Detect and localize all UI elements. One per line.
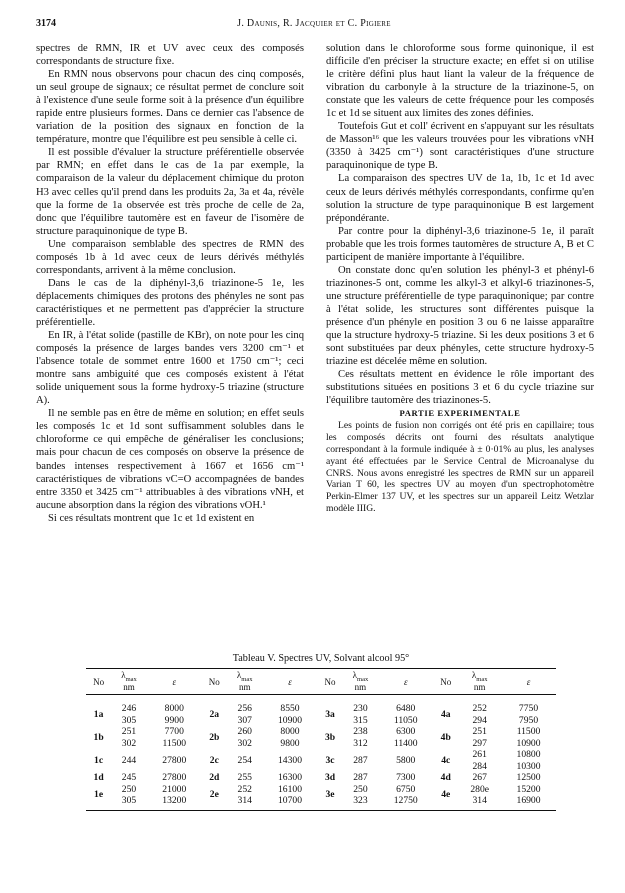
lambda-value: 230 [353, 703, 368, 714]
compound-id: 3b [324, 731, 336, 743]
lambda-value: 323 [353, 795, 368, 806]
epsilon-value: 5800 [396, 754, 416, 766]
epsilon-value: 8000 [280, 726, 300, 737]
compound-id: 1b [93, 731, 104, 743]
paragraph: En IR, à l'état solide (pastille de KBr), on note pour les cinq composés la présence de larges bandes vers 3200 cm⁻¹ et l'absence totale de sommet entre 1600 et 1750 cm⁻¹; ceci montre sans ambiguité que ces composés existent à l'état solide uniquement sous la forme hydroxy-5 triazine (structure A). [36, 330, 304, 407]
lambda-value: 252 [237, 783, 252, 795]
header-epsilon: ε [147, 669, 202, 695]
epsilon-value: 11400 [393, 737, 418, 749]
lambda-value: 314 [237, 795, 252, 806]
compound-id: 2a [209, 708, 220, 720]
epsilon-value: 10900 [278, 714, 302, 726]
lambda-value: 250 [121, 783, 137, 795]
lambda-value: 251 [472, 726, 487, 737]
table-header-row [86, 669, 556, 695]
paragraph: Si ces résultats montrent que 1c et 1d existent en [48, 512, 255, 524]
header-epsilon: ε [378, 669, 433, 695]
epsilon-value: 13200 [162, 795, 187, 806]
lambda-value: 250 [353, 783, 368, 795]
epsilon-value: 8550 [280, 703, 300, 714]
header-lambda: $\lambda_{max}$ nm [458, 669, 501, 695]
compound-id: 4b [440, 731, 451, 743]
lambda-value: 251 [121, 726, 137, 737]
compound-id: 1d [93, 772, 104, 783]
epsilon-value: 27800 [162, 754, 187, 766]
epsilon-value: 11500 [162, 737, 187, 749]
paragraph: En RMN nous observons pour chacun des cinq composés, un seul groupe de signaux; ce résultat permet de conclure soit à l'existence d'une seule forme soit à la présence d'un équilibre rapide entre plusieurs formes. Dans ce dernier cas l'absence de variation de la position des signaux en fonction de la température, montre que l'équilibre est peu sensible à celle ci. [36, 69, 304, 146]
epsilon-value: 9900 [164, 714, 184, 726]
header-lambda: $\lambda_{max}$ nm [227, 669, 263, 695]
lambda-value: 302 [121, 737, 137, 749]
epsilon-value: 7300 [396, 772, 416, 783]
lambda-value: 312 [353, 737, 368, 749]
compound-id: 3e [325, 789, 335, 801]
table-bottom-rule [86, 807, 556, 811]
lambda-value: 287 [353, 772, 368, 783]
epsilon-value: 7750 [518, 703, 539, 714]
epsilon-value: 14300 [278, 754, 302, 766]
lambda-value: 252 [472, 703, 487, 714]
epsilon-value: 16900 [516, 795, 541, 806]
compound-id: 2b [209, 731, 220, 743]
header-no: No [86, 669, 111, 695]
table-row [86, 772, 556, 784]
epsilon-value: 7700 [164, 726, 184, 737]
compound-id: 2c [209, 754, 219, 766]
table-row [86, 784, 556, 796]
lambda-value: 246 [121, 703, 137, 714]
compound-id: 3c [325, 754, 335, 766]
compound-id: 1e [94, 789, 104, 801]
epsilon-value: 15200 [516, 783, 541, 795]
lambda-value: 294 [472, 714, 487, 726]
compound-id: 2d [209, 772, 220, 783]
page-header [36, 18, 592, 32]
compound-id: 3d [324, 772, 336, 783]
header-epsilon: ε [263, 669, 318, 695]
lambda-value: 238 [353, 726, 368, 737]
paragraph: Toutefois Gut et coll' écrivent en s'appuyant sur les résultats de Masson¹⁶ que les valeurs trouvées pour les vibrations νNH (3350 à 3425 cm⁻¹) sont caractéristiques d'une structure paraquinonique de type B. [326, 121, 594, 172]
page-number: 3174 [36, 18, 56, 29]
header-no: No [202, 669, 227, 695]
paragraph: spectres de RMN, IR et UV avec ceux des composés correspondants de structure fixe. [36, 43, 304, 68]
epsilon-value: 16100 [278, 783, 302, 795]
table-caption: Tableau V. Spectres UV, Solvant alcool 95° [232, 653, 410, 664]
paragraph: On constate donc qu'en solution les phényl-3 et phényl-6 triazinones-5 ont, comme les alkyl-3 et alkyl-6 triazinones-5, une structure préférentielle de type paraquinonique; par contre à l'état solide, les structures sont différentes puisque la présence d'un phényle en position 3 ou 6 ne laisse apparaître que la structure hydroxy-5 triazine. Si les deux positions 3 et 6 sont substituées par deux phényles, cette structure hydroxy-5 triazine est décelée même en solution. [326, 264, 594, 368]
experimental-paragraph: Les points de fusion non corrigés ont été pris en capillaire; tous les composés décrits ont fourni des résultats analytique correspondant à la formule indiquée à ± 0·01% au plus, les analyses ayant été effectuées par le Service Central de Microanalyse du CNRS. Nous avons enregistré les spectres de RMN sur un appareil Varian T 60, les spectres UV au moyen d'un spectrophotomètre Perkin-Elmer 137 UV, et les spectres sur un appareil Leitz Wetzlar modèle IIIG. [326, 420, 594, 514]
paragraph: Par contre pour la diphényl-3,6 triazinone-5 1e, il paraît probable que les trois formes tautomères de structure A, B et C participent de manière importante à l'équilibre. [326, 225, 594, 263]
lambda-value: 261 [472, 749, 487, 760]
epsilon-value: 8000 [164, 703, 184, 714]
epsilon-value: 6300 [396, 726, 416, 737]
lambda-value: 260 [237, 726, 252, 737]
lambda-value: 284 [472, 760, 487, 772]
paragraph: Il ne semble pas en être de même en solution; en effet seuls les composés 1c et 1d sont suffisamment solubles dans le chloroforme ce qui empêche de généraliser les conclusions; mais pour chacun de ces composés on observe la présence de bandes intenses respectivement à 1667 et 1656 cm⁻¹ caractéristiques de vibrations νC=O accompagnées de bandes entre 3350 et 3425 cm⁻¹ attribuables à des vibrations νNH, et aucune absorption dans la région des vibrations νOH.¹ [36, 408, 304, 511]
lambda-value: 305 [121, 714, 137, 726]
paragraph: Une comparaison semblable des spectres de RMN des composés 1b à 1d avec ceux de leurs dérivés méthylés correspondants, arrivent à la même conclusion. [36, 238, 304, 276]
lambda-value: 302 [237, 737, 252, 749]
epsilon-value: 10300 [516, 760, 541, 772]
compound-id: 2e [209, 789, 219, 801]
header-epsilon: ε [501, 669, 556, 695]
lambda-value: 244 [121, 754, 137, 766]
table-body [86, 695, 556, 811]
lambda-value: 254 [237, 754, 252, 766]
header-no: No [433, 669, 458, 695]
epsilon-value: 6750 [396, 783, 416, 795]
uv-spectra-table [86, 653, 556, 811]
header-lambda: $\lambda_{max}$ nm [111, 669, 147, 695]
epsilon-value: 11050 [393, 714, 418, 726]
data-table [86, 668, 556, 811]
lambda-value: 280e [470, 783, 489, 795]
lambda-value: 245 [121, 772, 137, 783]
table-row [86, 749, 556, 761]
epsilon-value: 27800 [162, 772, 187, 783]
epsilon-value: 12750 [393, 795, 418, 806]
epsilon-value: 10700 [278, 795, 302, 806]
compound-id: 4e [441, 789, 451, 801]
epsilon-value: 7950 [518, 714, 539, 726]
paragraph: La comparaison des spectres UV de 1a, 1b, 1c et 1d avec ceux de leurs dérivés méthylés correspondants, confirme qu'en solution la structure de type paraquinonique B est largement prépondérante. [326, 173, 594, 224]
paragraph: solution dans le chloroforme sous forme quinonique, il est difficile d'en préciser la structure exacte; en effet si on utilise le critère défini plus haut liant la valeur de la fréquence de vibration du carbonyle à la structure de la triazinone-5, on constate que les valeurs de cette fréquence pour les composés 1c et 1d se situent aux limites des zones définies. [326, 43, 594, 120]
epsilon-value: 10800 [516, 749, 541, 760]
right-column [326, 42, 594, 515]
compound-id: 4d [440, 772, 451, 783]
compound-id: 1c [94, 754, 104, 766]
lambda-value: 256 [237, 703, 252, 714]
epsilon-value: 12500 [516, 772, 541, 783]
running-head: J. Daunis, R. Jacquier et C. Pigiere [237, 18, 391, 29]
header-lambda: $\lambda_{max}$ nm [343, 669, 379, 695]
compound-id: 1a [93, 708, 104, 720]
lambda-value: 315 [353, 714, 368, 726]
lambda-value: 287 [353, 754, 368, 766]
table-row [86, 726, 556, 738]
lambda-value: 297 [472, 737, 487, 749]
epsilon-value: 6480 [396, 703, 416, 714]
lambda-value: 305 [121, 795, 137, 806]
lambda-value: 267 [472, 772, 487, 783]
epsilon-value: 9800 [280, 737, 300, 749]
left-column [36, 42, 304, 525]
compound-id: 4c [441, 754, 451, 766]
paragraph: Ces résultats mettent en évidence le rôle important des substitutions situées en positions 3 et 6 du cycle triazine sur l'équilibre tautomère des triazinones-5. [326, 369, 594, 407]
compound-id: 4a [440, 708, 451, 720]
lambda-value: 314 [472, 795, 487, 806]
lambda-value: 255 [237, 772, 252, 783]
epsilon-value: 11500 [516, 726, 541, 737]
section-title: PARTIE EXPERIMENTALE [399, 408, 521, 419]
table-row [86, 695, 556, 715]
epsilon-value: 21000 [162, 783, 187, 795]
compound-id: 3a [325, 708, 335, 720]
lambda-value: 307 [237, 714, 252, 726]
epsilon-value: 16300 [278, 772, 302, 783]
header-no: No [317, 669, 342, 695]
paragraph: Il est possible d'évaluer la structure préférentielle observée par RMN; en effet dans le cas de 1a par exemple, la comparaison de la valeur du déplacement chimique du proton H3 avec celles qu'il prend dans les produits 2a, 3a et 4a, révèle que la forme de 1a observée est très proche de celle de 2a, donc que l'équilibre tautomère est en faveur de l'isomère de structure paraquinonique de type B. [36, 147, 304, 237]
epsilon-value: 10900 [516, 737, 541, 749]
paragraph: Dans le cas de la diphényl-3,6 triazinone-5 1e, les déplacements chimiques des protons des phényles ne sont pas caractéristiques et ne permettent pas d'apprécier la structure préférentielle. [36, 277, 304, 328]
